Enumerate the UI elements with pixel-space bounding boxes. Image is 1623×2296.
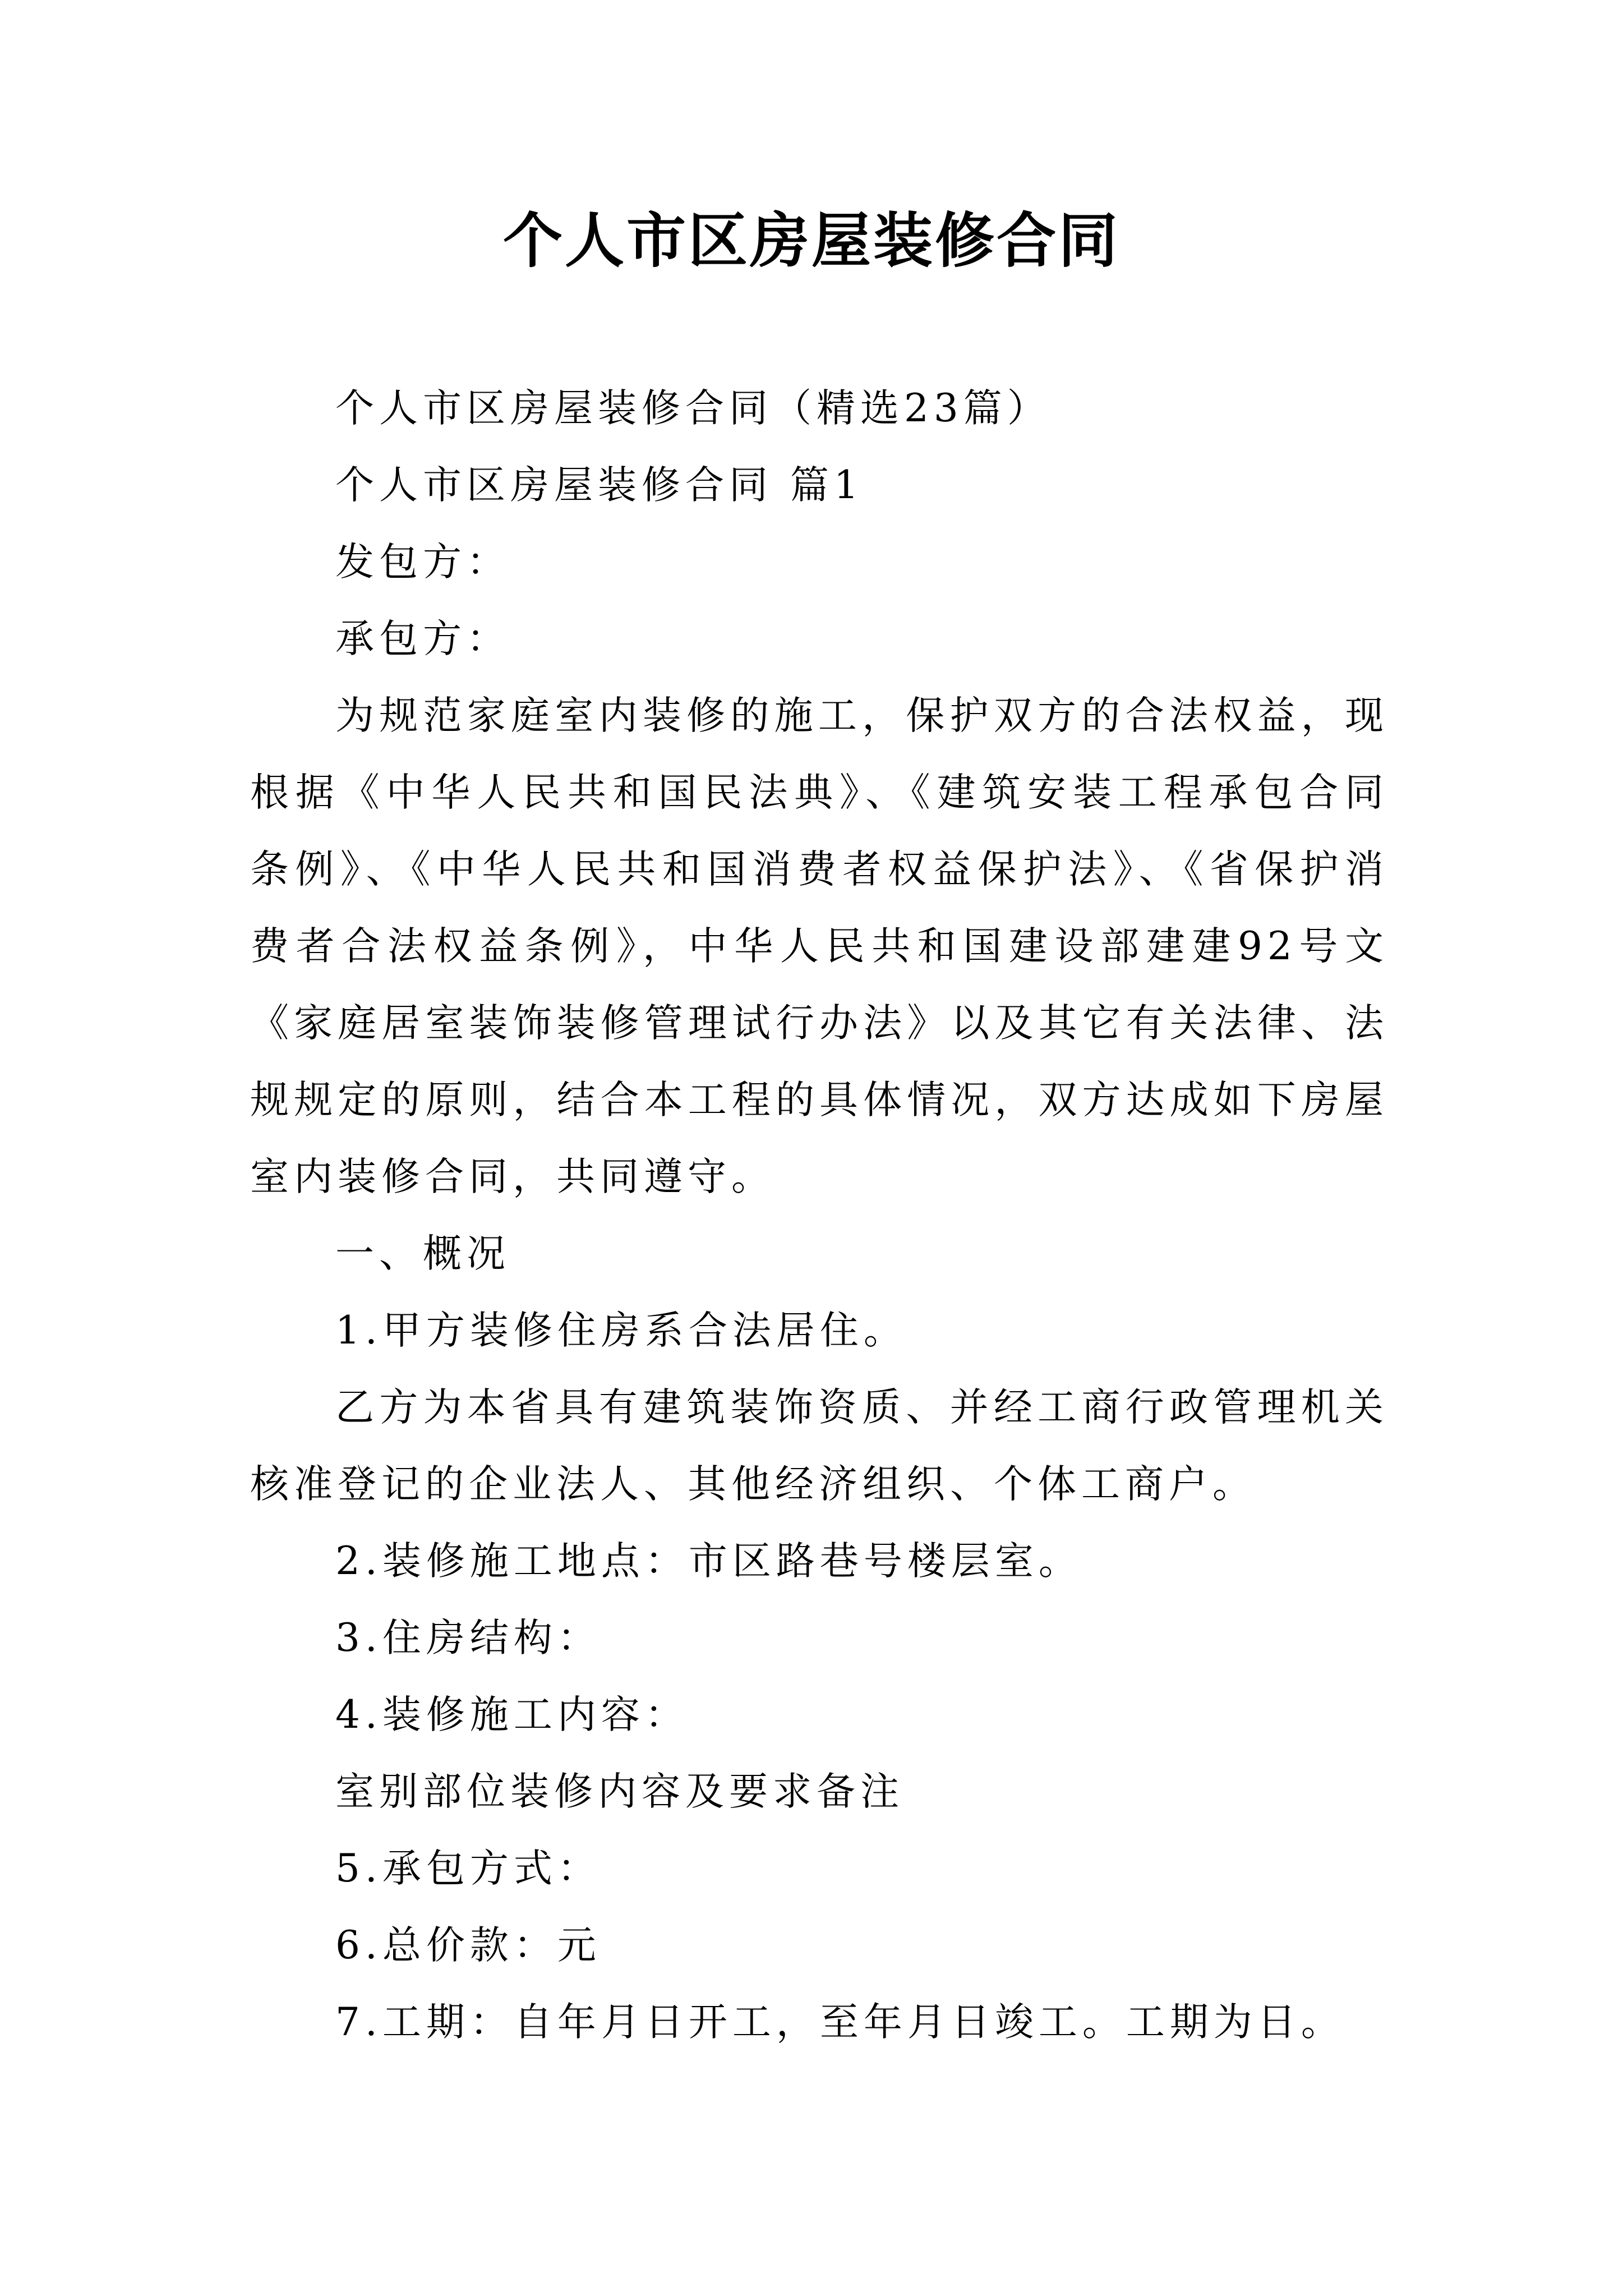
paragraph-item-5: 5.承包方式： — [335, 1846, 601, 1891]
paragraph-collection-heading: 个人市区房屋装修合同（精选23篇） — [335, 386, 1051, 431]
paragraph-item-7: 7.工期：自年月日开工，至年月日竣工。工期为日。 — [335, 2000, 1345, 2045]
document-body — [250, 370, 1389, 2061]
paragraph-item-1: 1.甲方装修住房系合法居住。 — [335, 1308, 907, 1353]
paragraph-overview-heading: 一、概况 — [335, 1231, 510, 1276]
paragraph-item-6: 6.总价款：元 — [335, 1923, 601, 1968]
paragraph-item-4: 4.装修施工内容： — [335, 1692, 689, 1737]
paragraph-employer: 发包方： — [335, 540, 510, 585]
paragraph-item-2: 2.装修施工地点：市区路巷号楼层室。 — [335, 1539, 1082, 1584]
paragraph-preamble: 为规范家庭室内装修的施工，保护双方的合法权益，现根据《中华人民共和国民法典》、《建筑安装工程承包合同条例》、《中华人民共和国消费者权益保护法》、《省保护消费者合法权益条例》，中华人民共和国建设部建建92号文《家庭居室装饰装修管理试行办法》以及其它有关法律、法规规定的原则，结合本工程的具体情况，双方达成如下房屋室内装修合同，共同遵守。 — [250, 693, 1389, 1199]
paragraph-room-details: 室别部位装修内容及要求备注 — [335, 1769, 904, 1814]
paragraph-item-3: 3.住房结构： — [335, 1616, 601, 1660]
document-title: 个人市区房屋装修合同 — [503, 206, 1120, 275]
paragraph-section-heading: 个人市区房屋装修合同 篇1 — [335, 463, 864, 508]
paragraph-contractor-qualification: 乙方为本省具有建筑装饰资质、并经工商行政管理机关核准登记的企业法人、其他经济组织、个体工商户。 — [250, 1385, 1389, 1507]
paragraph-contractor: 承包方： — [335, 616, 510, 661]
